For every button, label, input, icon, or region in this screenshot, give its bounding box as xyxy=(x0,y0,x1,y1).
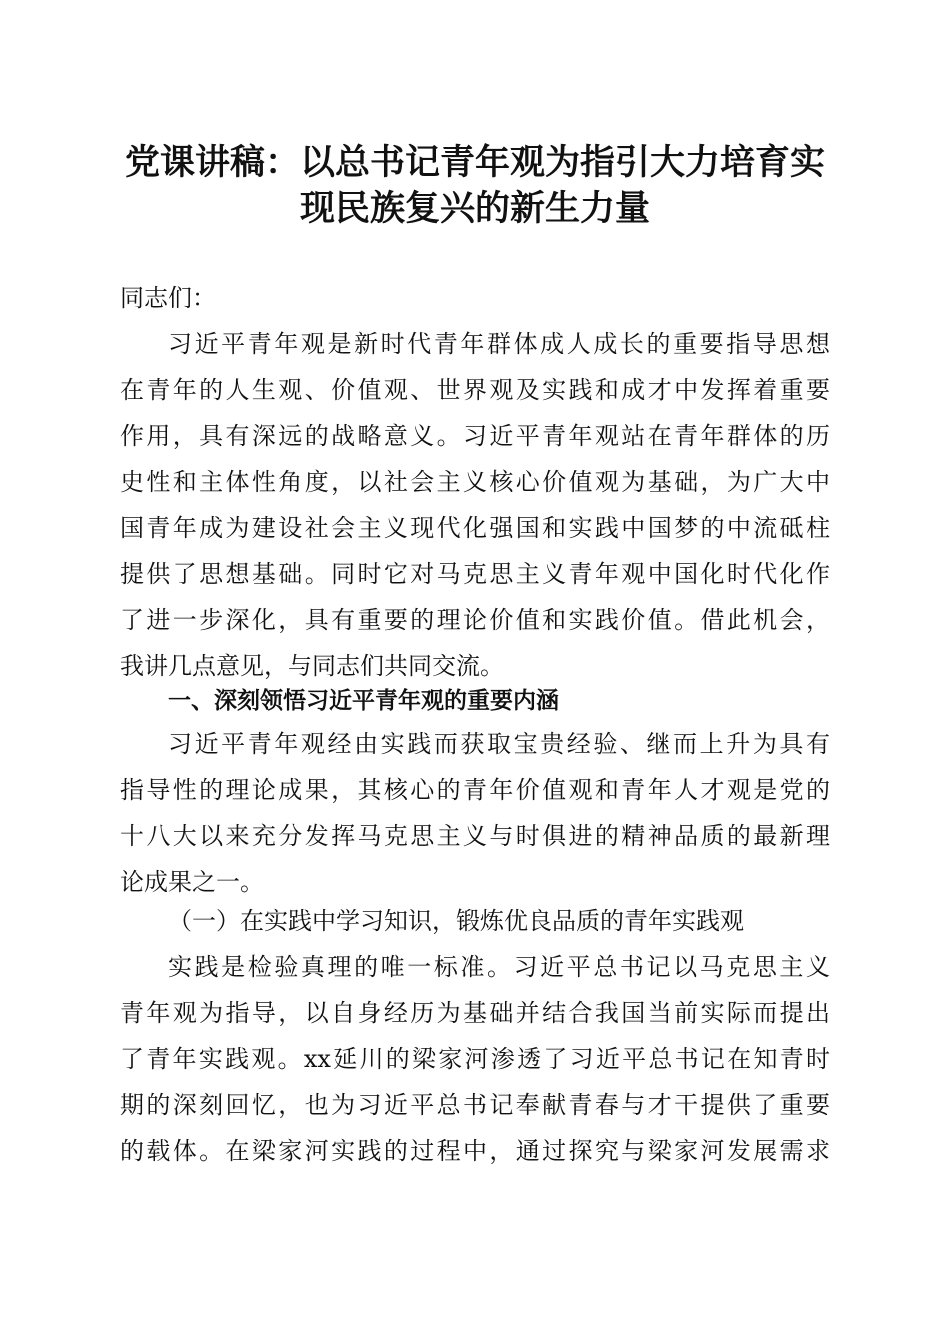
paragraph-2-line-2: 指导性的理论成果，其核心的青年价值观和青年人才观是党的 xyxy=(120,776,830,804)
paragraph-3-line-4: 期的深刻回忆，也为习近平总书记奉献青春与才干提供了重要 xyxy=(120,1091,830,1119)
paragraph-2-line-1: 习近平青年观经由实践而获取宝贵经验、继而上升为具有 xyxy=(168,730,830,758)
paragraph-3-line-1: 实践是检验真理的唯一标准。习近平总书记以马克思主义 xyxy=(168,953,830,981)
paragraph-2-line-3: 十八大以来充分发挥马克思主义与时俱进的精神品质的最新理 xyxy=(120,822,830,850)
paragraph-1-line-7: 了进一步深化，具有重要的理论价值和实践价值。借此机会， xyxy=(120,606,830,634)
paragraph-1-line-5: 国青年成为建设社会主义现代化强国和实践中国梦的中流砥柱 xyxy=(120,514,830,542)
paragraph-1-line-2: 在青年的人生观、价值观、世界观及实践和成才中发挥着重要 xyxy=(120,376,830,404)
paragraph-3-line-3: 了青年实践观。xx延川的梁家河渗透了习近平总书记在知青时 xyxy=(120,1045,830,1073)
subsection-1-heading: （一）在实践中学习知识，锻炼优良品质的青年实践观 xyxy=(168,907,744,935)
paragraph-1-line-3: 作用，具有深远的战略意义。习近平青年观站在青年群体的历 xyxy=(120,422,830,450)
paragraph-3-line-2: 青年观为指导，以自身经历为基础并结合我国当前实际而提出 xyxy=(120,999,830,1027)
paragraph-3-line-5: 的载体。在梁家河实践的过程中，通过探究与梁家河发展需求 xyxy=(120,1137,830,1165)
salutation: 同志们： xyxy=(120,284,216,312)
paragraph-1-line-4: 史性和主体性角度，以社会主义核心价值观为基础，为广大中 xyxy=(120,468,830,496)
paragraph-1-line-6: 提供了思想基础。同时它对马克思主义青年观中国化时代化作 xyxy=(120,560,830,588)
document-title-line-2: 现民族复兴的新生力量 xyxy=(299,188,650,229)
paragraph-2-line-4: 论成果之一。 xyxy=(120,868,264,896)
paragraph-1-line-1: 习近平青年观是新时代青年群体成人成长的重要指导思想 xyxy=(168,330,830,358)
section-1-heading: 一、深刻领悟习近平青年观的重要内涵 xyxy=(168,688,559,714)
paragraph-1-line-8: 我讲几点意见，与同志们共同交流。 xyxy=(120,652,504,680)
document-title-line-1: 党课讲稿：以总书记青年观为指引大力培育实 xyxy=(124,142,825,183)
